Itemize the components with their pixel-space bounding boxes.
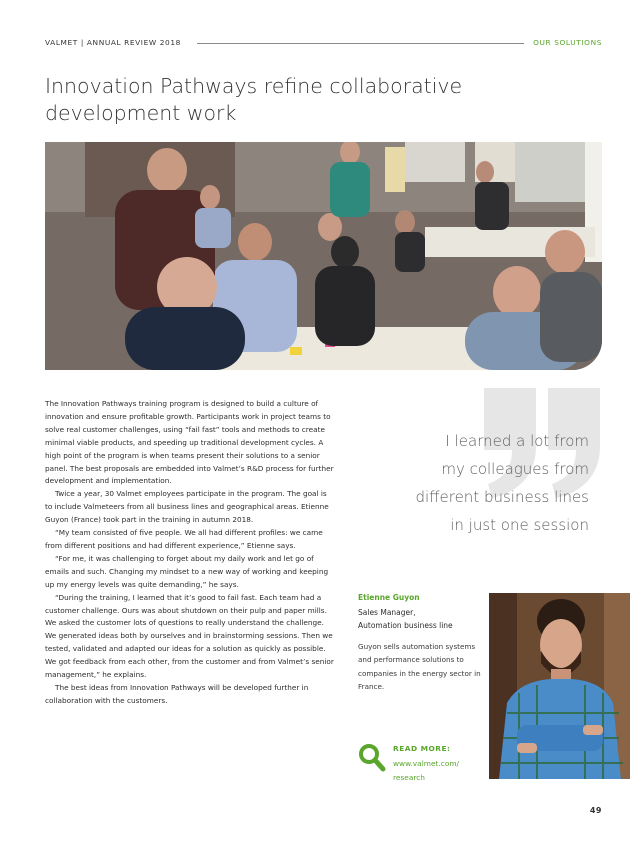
paragraph: The Innovation Pathways training program is designed to build a culture of innovation and ensure profitable growth. Participants work in project teams to solve real customer challenges, using “fail fast” tools and methods to create minimal viable products, and speeding up traditional development cycles. A high point of the program is when teams present their solutions to a senior panel. The best proposals are embedded into Valmet’s R&D process for further development and implementation. — [45, 399, 334, 486]
paragraph: “During the training, I learned that it’s good to fail fast. Each team had a customer challenge. Ours was about shutdown on their pulp and paper mills. We asked the customer lots of questions to really understand the challenge. We generated ideas both by ourselves and in brainstorming sessions. Then we tested, validated and adapted our ideas for a solution as quickly as possible. We got feedback from each other, from the customer and from Valmet’s senior management,” he explains. — [45, 592, 334, 680]
pull-quote-line: in just one session — [450, 516, 589, 534]
person-role — [358, 606, 483, 632]
person-name: Etienne Guyon — [358, 593, 420, 602]
paragraph: “My team consisted of five people. We all had different profiles: we came from different positions and had different experience,” Etienne says. — [45, 528, 323, 550]
publication-label: VALMET | ANNUAL REVIEW 2018 — [45, 38, 187, 47]
read-more-link[interactable] — [393, 757, 483, 785]
read-more-label: READ MORE: — [393, 744, 451, 753]
person-portrait — [489, 593, 630, 779]
pull-quote-line: I learned a lot from — [445, 432, 589, 450]
read-more-link-line[interactable]: research — [393, 773, 425, 782]
header-rule — [197, 43, 524, 44]
person-role-unit: Automation business line — [358, 621, 453, 630]
article-body — [45, 398, 335, 708]
person-role-title: Sales Manager, — [358, 608, 416, 617]
team-workshop-photo — [45, 142, 602, 370]
pull-quote-line: my colleagues from — [441, 460, 589, 478]
paragraph: Twice a year, 30 Valmet employees participate in the program. The goal is to include Valmeteers from all business lines and geographical areas. Etienne Guyon (France) took part in the training in autumn 2018. — [45, 489, 329, 525]
article-title: Innovation Pathways refine collaborative development work — [45, 74, 463, 125]
page-number: 49 — [589, 806, 602, 815]
pull-quote — [345, 427, 589, 539]
page-header — [45, 38, 602, 50]
paragraph: “For me, it was challenging to forget about my daily work and let go of emails and such. Changing my mindset to a new way of working and keeping up my energy levels was quite demanding,” he says. — [45, 553, 329, 589]
pull-quote-line: different business lines — [415, 488, 589, 506]
section-label: OUR SOLUTIONS — [533, 38, 602, 47]
magnifier-icon — [358, 743, 386, 773]
read-more-link-line[interactable]: www.valmet.com/ — [393, 759, 460, 768]
person-description: Guyon sells automation systems and performance solutions to companies in the energy sector in France. — [358, 642, 481, 692]
paragraph: The best ideas from Innovation Pathways will be developed further in collaboration with the customers. — [45, 682, 309, 705]
